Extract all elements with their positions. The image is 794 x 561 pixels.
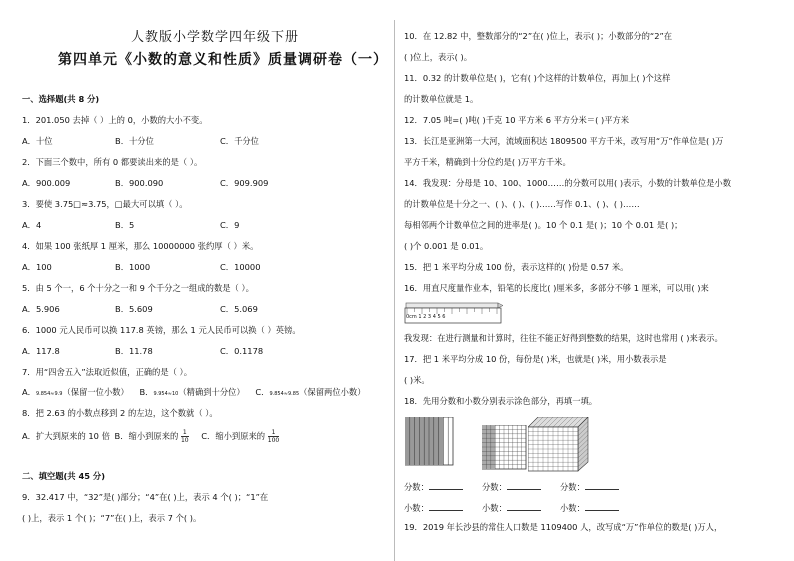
question-11-line-2: 的计数单位就是 1。 (404, 94, 479, 104)
exam-title-grade: 人教版小学数学四年级下册 (131, 30, 300, 45)
q7-options: A．9.854≈9.9（保留一位小数） B．9.954≈10（精确到十分位） C．9.854≈9.85（保留两位小数） (22, 387, 366, 397)
q4-option-b: B．1000 (115, 262, 151, 272)
q7-c-expr: 9.854≈9.85 (269, 391, 300, 397)
q5-option-b: B．5.609 (115, 304, 153, 314)
fig2-fraction-row (482, 480, 541, 493)
figure-tenths-bar (405, 417, 455, 467)
question-2: 2．下面三个数中，所有 0 都要读出来的是（ ）。 (22, 157, 203, 167)
q1-option-a: A．十位 (22, 136, 53, 146)
pencil-body (406, 303, 498, 308)
fig3-decimal-row (560, 501, 619, 514)
ruler-pencil-illustration (404, 297, 504, 325)
pencil-tip (498, 303, 503, 308)
q5-option-c: C．5.069 (220, 304, 258, 314)
section-fill-heading: 二、填空题(共 45 分) (22, 471, 105, 481)
fig1-fraction-label: 分数： (404, 482, 429, 492)
question-18: 18．先用分数和小数分别表示涂色部分，再填一填。 (404, 396, 598, 406)
question-1: 1．201.050 去掉（ ）上的 0，小数的大小不变。 (22, 115, 208, 125)
q2-option-a: A．900.009 (22, 178, 71, 188)
fig3-fraction-blank[interactable] (585, 480, 619, 490)
q6-option-a: A．117.8 (22, 346, 60, 356)
question-17-line-2: ( )米。 (404, 375, 430, 385)
question-6: 6．1000 元人民币可以换 117.8 英镑，那么 1 元人民币可以换（ ）英镑。 (22, 325, 301, 335)
q8-option-b: B．缩小到原来的 (114, 431, 179, 441)
question-12: 12．7.05 吨=( )吨( )千克 10 平方米 6 平方分米＝( )平方米 (404, 115, 630, 125)
q3-option-a: A．4 (22, 220, 42, 230)
q1-option-c: C．千分位 (220, 136, 259, 146)
fig1-decimal-row (404, 501, 463, 514)
fig1-decimal-label: 小数： (404, 503, 429, 513)
question-5: 5．由 5 个一，6 个十分之一和 9 个千分之一组成的数是（ ）。 (22, 283, 254, 293)
q6-option-b: B．11.78 (115, 346, 153, 356)
question-14-line-1: 14．我发现：分母是 10、100、1000……的分数可以用( )表示，小数的计数单位是小数 (404, 178, 732, 188)
exam-title-unit: 第四单元《小数的意义和性质》质量调研卷（一） (58, 52, 388, 68)
fig3-fraction-label: 分数： (560, 482, 585, 492)
q1-option-b: B．十分位 (115, 136, 154, 146)
fig1-decimal-blank[interactable] (429, 501, 463, 511)
question-13-line-1: 13．长江是亚洲第一大河，流域面积达 1809500 平方千米，改写用“万”作单位是( )万 (404, 136, 724, 146)
q8-option-c: C．缩小到原来的 (201, 431, 266, 441)
q5-option-a: A．5.906 (22, 304, 60, 314)
q7-c-note: （保留两位小数） (299, 387, 366, 397)
q2-option-b: B．900.090 (115, 178, 164, 188)
q8-options (22, 429, 279, 444)
q7-b-note: （精确到十分位） (178, 387, 245, 397)
question-9-line-1: 9．32.417 中，“32”是( )部分；“4”在( )上，表示 4 个( )；“1”在 (22, 492, 269, 502)
fig1-fraction-row (404, 480, 463, 493)
q7-a-note: （保留一位小数） (62, 387, 129, 397)
fig2-decimal-label: 小数： (482, 503, 507, 513)
fig1-fraction-blank[interactable] (429, 480, 463, 490)
question-15: 15．把 1 米平均分成 100 份，表示这样的( )份是 0.57 米。 (404, 262, 629, 272)
question-17-line-1: 17．把 1 米平均分成 10 份，每份是( )米，也就是( )米，用小数表示是 (404, 354, 667, 364)
fig3-fraction-row (560, 480, 619, 493)
figure-thousandths-cube (528, 417, 590, 472)
q4-option-c: C．10000 (220, 262, 261, 272)
question-11-line-1: 11．0.32 的计数单位是( )，它有( )个这样的计数单位，再加上( )个这样 (404, 73, 671, 83)
question-13-line-2: 平方千米，精确到十分位约是( )万平方千米。 (404, 157, 571, 167)
question-3: 3．要使 3.75□≈3.75，□最大可以填（ ）。 (22, 199, 188, 209)
question-4: 4．如果 100 张纸厚 1 厘米，那么 10000000 张约厚（ ）米。 (22, 241, 259, 251)
figure-hundredths-grid (482, 425, 528, 471)
question-19: 19．2019 年长沙县的常住人口数是 1109400 人，改写成“万”作单位的数是( )万人， (404, 522, 723, 532)
q3-option-b: B．5 (115, 220, 135, 230)
question-16-line-1: 16．用直尺度量作业本，铅笔的长度比( )厘米多，多部分不够 1 厘米，可以用( )来 (404, 283, 709, 293)
question-16-line-2: 我发现：在进行测量和计算时，往往不能正好得到整数的结果，这时也常用 ( )来表示。 (404, 333, 723, 343)
q4-option-a: A．100 (22, 262, 52, 272)
fig2-decimal-blank[interactable] (507, 501, 541, 511)
fig2-fraction-blank[interactable] (507, 480, 541, 490)
question-8: 8．把 2.63 的小数点移到 2 的左边，这个数就（ ）。 (22, 408, 218, 418)
q6-option-c: C．0.1178 (220, 346, 264, 356)
column-divider (394, 20, 395, 561)
fig3-decimal-label: 小数： (560, 503, 585, 513)
question-9-line-2: ( )上，表示 1 个( )；“7”在( )上，表示 7 个( )。 (22, 513, 202, 523)
question-10-line-1: 10．在 12.82 中，整数部分的“2”在( )位上，表示( )；小数部分的“2”在 (404, 31, 673, 41)
q8-option-a: A．扩大到原来的 10 倍 (22, 431, 110, 441)
question-14-line-2: 的计数单位是十分之一、( )、( )、( )……写作 0.1、( )、( )…… (404, 199, 640, 209)
fig3-decimal-blank[interactable] (585, 501, 619, 511)
ruler-scale-label: 0cm 1 2 3 4 5 6 (406, 314, 446, 320)
q2-option-c: C．909.909 (220, 178, 269, 188)
fig2-decimal-row (482, 501, 541, 514)
q8-fraction-hundredth: $\frac{1}{100}$ (267, 429, 280, 444)
fig2-fraction-label: 分数： (482, 482, 507, 492)
question-14-line-4: ( )个 0.001 是 0.01。 (404, 241, 489, 251)
q7-a-expr: 9.854≈9.9 (35, 391, 63, 397)
q3-option-c: C．9 (220, 220, 240, 230)
q8-fraction-tenth: $\frac{1}{10}$ (180, 429, 189, 444)
section-choice-heading: 一、选择题(共 8 分) (22, 94, 100, 104)
question-7: 7．用“四舍五入”法取近似值，正确的是（ ）。 (22, 367, 193, 377)
q7-b-expr: 9.954≈10 (153, 391, 179, 397)
question-14-line-3: 每相邻两个计数单位之间的进率是( )。10 个 0.1 是( )；10 个 0.01 是( )； (404, 220, 683, 230)
question-10-line-2: ( )位上，表示( )。 (404, 52, 473, 62)
